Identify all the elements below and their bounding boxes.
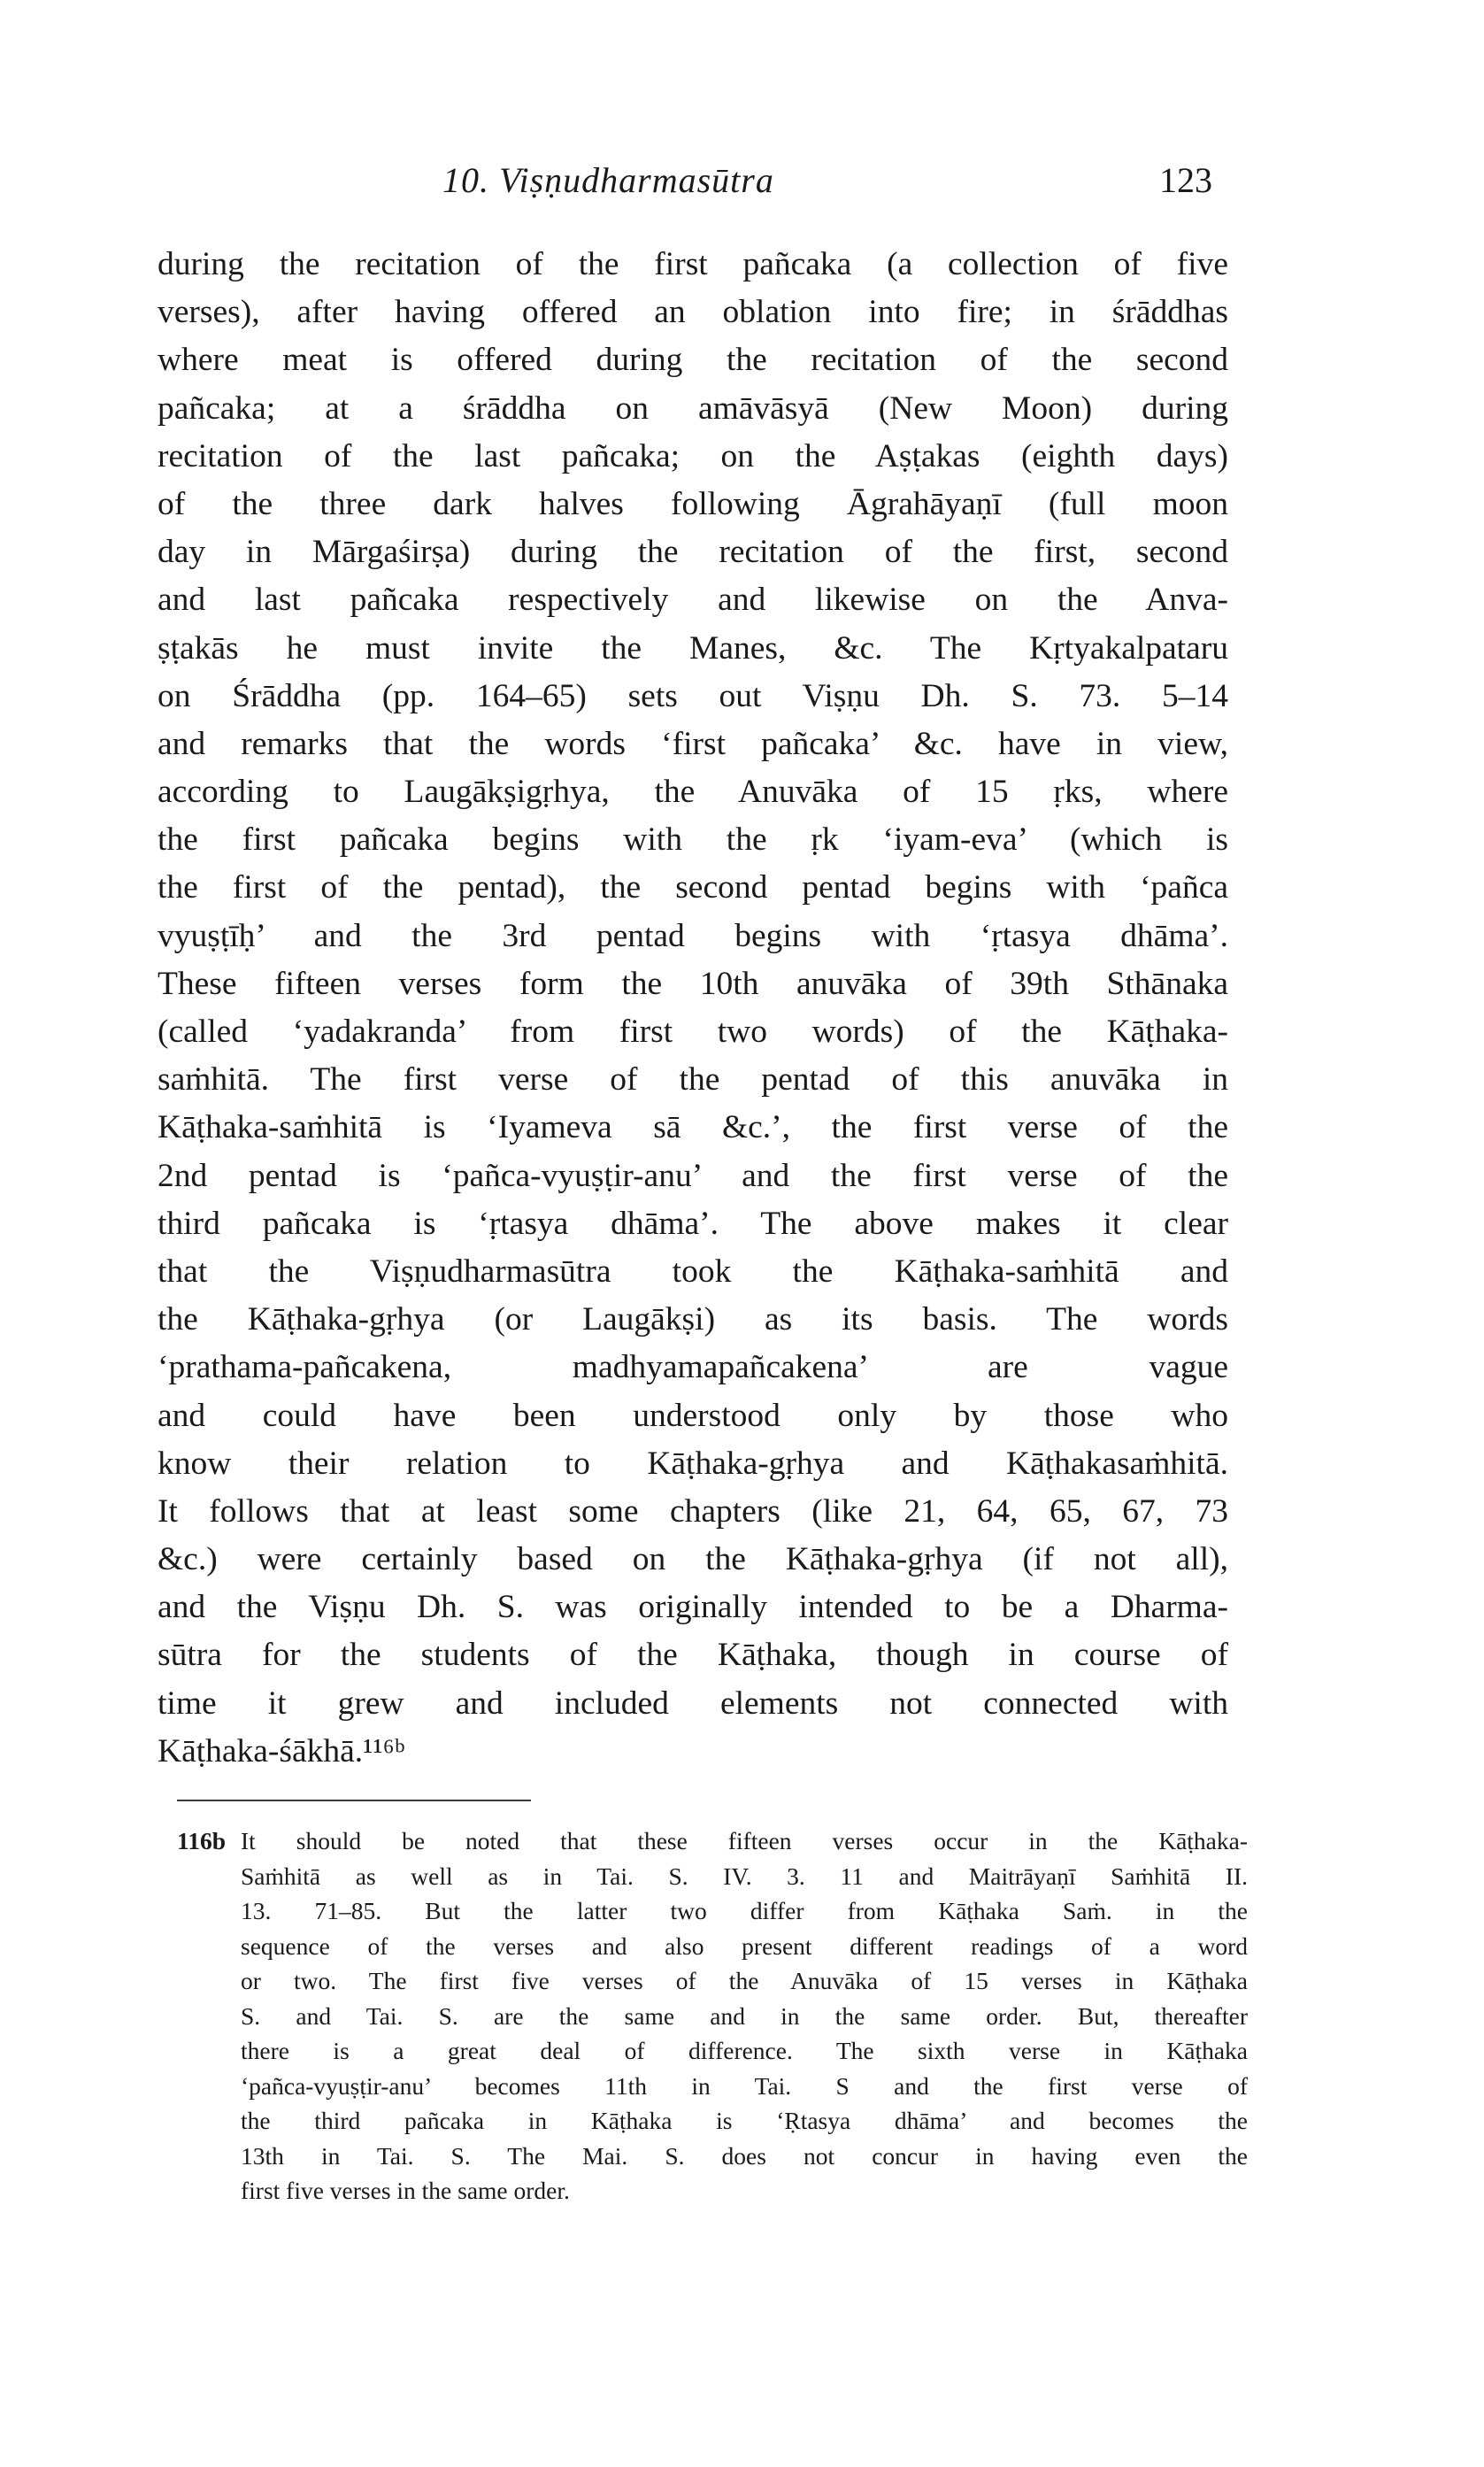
footnote-line: 13. 71–85. But the latter two differ from Kāṭhaka Saṁ. in the [241, 1897, 1248, 1924]
text-line: on Śrāddha (pp. 164–65) sets out Viṣṇu Dh. S. 73. 5–14 [158, 677, 1228, 714]
text-line: &c.) were certainly based on the Kāṭhaka-gṛhya (if not all), [158, 1541, 1228, 1578]
main-text [158, 241, 1228, 1776]
text-line: pañcaka; at a śrāddha on amāvāsyā (New Moon) during [158, 389, 1228, 427]
text-line: It follows that at least some chapters (like 21, 64, 65, 67, 73 [158, 1492, 1228, 1530]
footnote-line: ‘pañca-vyuṣṭir-anu’ becomes 11th in Tai. S and the first verse of [241, 2071, 1248, 2100]
text-line: the first of the pentad), the second pentad begins with ‘pañca [158, 869, 1228, 906]
text-line: ṣṭakās he must invite the Manes, &c. The Kṛtyakalpataru [158, 629, 1228, 667]
text-line: (called ‘yadakranda’ from first two words) of the Kāṭhaka- [158, 1014, 1228, 1050]
text-line: Kāṭhaka-śākhā.¹¹⁶ᵇ [158, 1732, 405, 1769]
footnote-line: S. and Tai. S. are the same and in the same order. But, thereafter [241, 2001, 1248, 2030]
text-line: recitation of the last pañcaka; on the Aṣṭakas (eighth days) [158, 437, 1228, 474]
footnote-line: the third pañcaka in Kāṭhaka is ‘Ṛtasya dhāma’ and becomes the [241, 2107, 1248, 2134]
text-line: and could have been understood only by those who [158, 1397, 1228, 1434]
text-line: saṁhitā. The first verse of the pentad of this anuvāka in [158, 1061, 1228, 1099]
text-line: verses), after having offered an oblation into fire; in śrāddhas [158, 294, 1228, 331]
page-header [168, 159, 1265, 212]
text-line: according to Laugākṣigṛhya, the Anuvāka of 15 ṛks, where [158, 774, 1228, 811]
footnote-line: or two. The first five verses of the Anuvāka of 15 verses in Kāṭhaka [241, 1967, 1248, 1994]
text-line: ‘prathama-pañcakena, madhyamapañcakena’ are vague [158, 1349, 1228, 1386]
text-line: time it grew and included elements not connected with [158, 1684, 1228, 1722]
running-title: 10. Viṣṇudharmasūtra [442, 160, 774, 200]
text-line: sūtra for the students of the Kāṭhaka, though in course of [158, 1637, 1228, 1674]
text-line: day in Mārgaśirṣa) during the recitation of the first, second [158, 534, 1228, 571]
footnote-marker: 116b [177, 1827, 227, 1854]
footnote-line: Saṁhitā as well as in Tai. S. IV. 3. 11 and Maitrāyaṇī Saṁhitā II. [241, 1862, 1248, 1890]
text-line: vyuṣṭīḥ’ and the 3rd pentad begins with ‘ṛtasya dhāma’. [158, 917, 1228, 954]
text-line: and last pañcaka respectively and likewise on the Anva- [158, 582, 1228, 619]
text-line: and the Viṣṇu Dh. S. was originally intended to be a Dharma- [158, 1589, 1228, 1626]
footnote-line: sequence of the verses and also present different readings of a word [241, 1931, 1248, 1960]
text-line: These fifteen verses form the 10th anuvāka of 39th Sthānaka [158, 965, 1228, 1002]
page-number: 123 [1159, 160, 1212, 200]
text-line: the first pañcaka begins with the ṛk ‘iyam-eva’ (which is [158, 821, 1228, 859]
footnote-line: first five verses in the same order. [241, 2177, 570, 2204]
text-line: third pañcaka is ‘ṛtasya dhāma’. The above makes it clear [158, 1205, 1228, 1242]
text-line: Kāṭhaka-saṁhitā is ‘Iyameva sā &c.’, the first verse of the [158, 1109, 1228, 1146]
footnote-text: It should be noted that these fifteen verses occur in the Kāṭhaka- [241, 1827, 1248, 1854]
footnote-line: there is a great deal of difference. The sixth verse in Kāṭhaka [241, 2037, 1248, 2064]
footnote [177, 1823, 1248, 2209]
text-line: and remarks that the words ‘first pañcaka’ &c. have in view, [158, 725, 1228, 762]
text-line: the Kāṭhaka-gṛhya (or Laugākṣi) as its basis. The words [158, 1301, 1228, 1338]
footnote-divider [177, 1800, 531, 1801]
text-line: of the three dark halves following Āgrahāyaṇī (full moon [158, 485, 1228, 522]
text-line: that the Viṣṇudharmasūtra took the Kāṭhaka-saṁhitā and [158, 1253, 1228, 1290]
text-line: during the recitation of the first pañcaka (a collection of five [158, 246, 1228, 282]
footnote-line [177, 1823, 1248, 1859]
footnote-line: 13th in Tai. S. The Mai. S. does not concur in having even the [241, 2141, 1248, 2170]
text-line: 2nd pentad is ‘pañca-vyuṣṭir-anu’ and the first verse of the [158, 1157, 1228, 1194]
text-line: know their relation to Kāṭhaka-gṛhya and Kāṭhakasaṁhitā. [158, 1445, 1228, 1482]
text-line: where meat is offered during the recitation of the second [158, 342, 1228, 379]
